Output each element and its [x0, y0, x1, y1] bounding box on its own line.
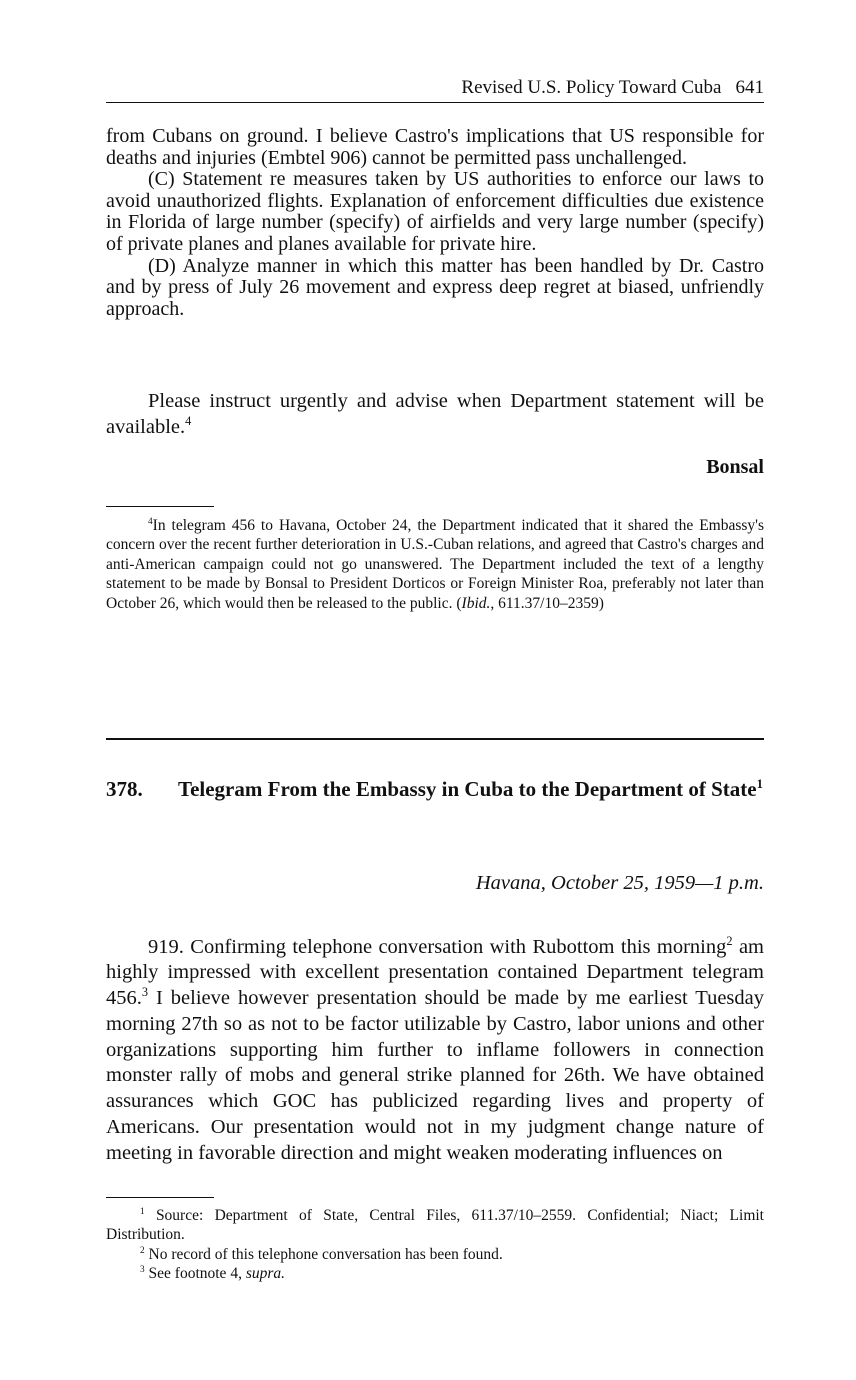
signature: Bonsal: [706, 456, 764, 478]
footnote-ref-2: 2: [726, 933, 733, 948]
footnote-3: $^3$ See footnote 4, supra.: [140, 1265, 286, 1283]
closing-request: Please instruct urgently and advise when Department statement will be available.$^4$: [106, 390, 764, 438]
footnote-4: $^4$In telegram 456 to Havana, October 24, the Department indicated that it shared the Embassy's concern over the recent further deterioration in U.S.-Cuban relations, and agreed that Castro's charges and anti-American campaign could not go unanswered. The Department included the text of a lengthy statement to be made by Bonsal to President Dorticos or Foreign Minister Roa, preferably not later than October 26, which would then be released to the public. (Ibid., 611.37/10–2359): [106, 516, 764, 612]
running-head: [106, 76, 764, 103]
document-number: 378.: [106, 777, 143, 801]
footnotes: [106, 1206, 764, 1284]
footnote-2: $^2$ No record of this telephone conversation has been found.: [140, 1245, 503, 1263]
document-heading: [106, 776, 764, 803]
continuation-text: [106, 126, 764, 320]
ibid-citation: Ibid.: [461, 594, 491, 612]
paragraph-d: (D) Analyze manner in which this matter has been handled by Dr. Castro and by press of July 26 movement and express deep regret at biased, unfriendly approach.: [106, 254, 764, 320]
dateline: Havana, October 25, 1959—1 p.m.: [475, 872, 764, 894]
footnote-marker: 4: [148, 516, 153, 527]
footnote-ref-3: 3: [141, 985, 149, 1000]
page-number: 641: [735, 77, 764, 98]
paragraph-continued: from Cubans on ground. I believe Castro's implications that US responsible for deaths and injuries (Embtel 906) cannot be permitted pass unchallenged.: [106, 125, 764, 169]
section-divider: [106, 738, 764, 740]
footnote-ref-1: 1: [756, 777, 763, 791]
telegram-body: 919. Confirming telephone conversation with Rubottom this morning$^2$ am highly impressed with excellent presentation contained Department telegram 456.$^3$ I believe however presentation should be made by me earliest Tuesday morning 27th so as not to be factor utilizable by Castro, labor unions and other organizations supporting him further to inflame followers in connection monster rally of mobs and general strike planned for 26th. We have obtained assurances which GOC has publicized regarding lives and property of Americans. Our presentation would not in my judgment change nature of meeting in favorable direction and might weaken moderating influences on: [106, 933, 765, 1164]
running-title: Revised U.S. Policy Toward Cuba: [461, 77, 722, 98]
footnote-ref-4: 4: [185, 414, 192, 429]
footnote-rule: [106, 506, 214, 507]
paragraph-c: (C) Statement re measures taken by US authorities to enforce our laws to avoid unauthorized flights. Explanation of enforcement difficulties due existence in Florida of large number (specify) of airfields and very large number (specify) of private planes and planes available for private hire.: [106, 168, 764, 255]
footnote-1: $^1$ Source: Department of State, Central Files, 611.37/10–2559. Confidential; Niact; Limit Distribution.: [106, 1206, 764, 1244]
document-title: Telegram From the Embassy in Cuba to the Department of State: [178, 777, 757, 801]
footnote-rule: [106, 1197, 214, 1198]
